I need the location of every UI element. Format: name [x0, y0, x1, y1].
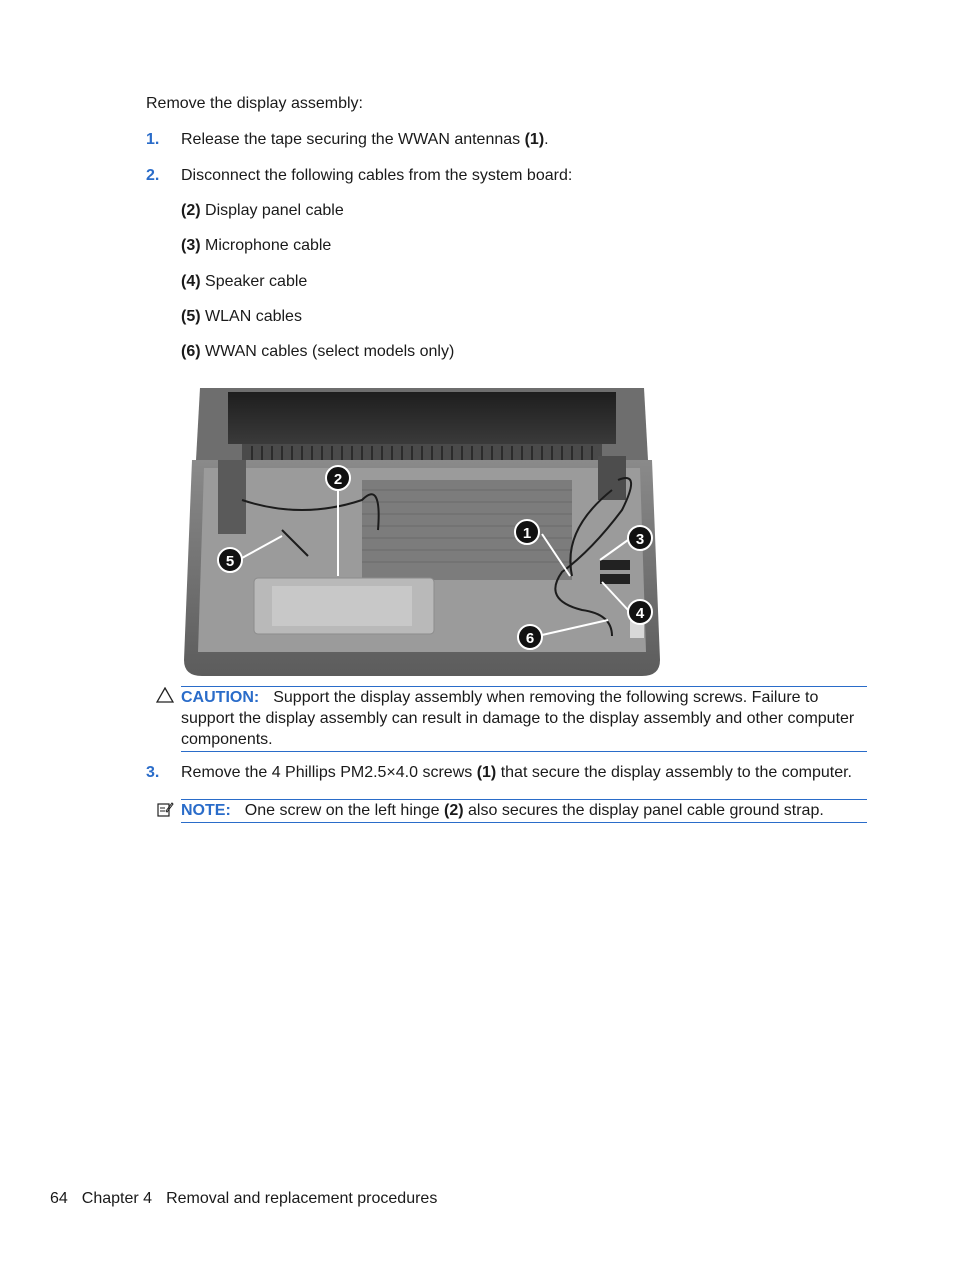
callout-6 [518, 625, 542, 649]
step-number: 1. [146, 131, 160, 148]
chapter-title: Removal and replacement procedures [166, 1190, 438, 1207]
callout-2 [326, 466, 350, 490]
step-number: 2. [146, 167, 160, 184]
callout-1 [515, 520, 539, 544]
note-text: One screw on the left hinge (2) also secures the display panel cable ground strap. [244, 802, 824, 819]
caution-box [181, 686, 867, 752]
display-assembly-photo [182, 380, 662, 678]
callout-3 [628, 526, 652, 550]
page-number: 64 [50, 1190, 68, 1207]
note-box [181, 799, 867, 823]
cable-item: (5) WLAN cables [181, 308, 302, 325]
step-number: 3. [146, 764, 160, 781]
svg-text:5: 5 [225, 553, 235, 570]
cable-item: (3) Microphone cable [181, 237, 332, 254]
page-footer [50, 1190, 451, 1208]
note-pencil-icon [156, 800, 174, 818]
step-text: Disconnect the following cables from the system board: [181, 167, 573, 184]
caution-text: Support the display assembly when removing the following screws. Failure to support the display assembly can result in damage to the display assembly and other computer components. [181, 689, 855, 748]
step-text: Remove the 4 Phillips PM2.5×4.0 screws (1) that secure the display assembly to the computer. [181, 764, 852, 781]
svg-text:2: 2 [333, 471, 343, 488]
cable-item: (2) Display panel cable [181, 202, 344, 219]
svg-text:4: 4 [635, 605, 645, 622]
caution-label: CAUTION: [181, 689, 260, 706]
chapter-label: Chapter 4 [81, 1190, 153, 1207]
step-text: Release the tape securing the WWAN antennas (1). [181, 131, 549, 148]
callout-4 [628, 600, 652, 624]
svg-text:1: 1 [522, 525, 532, 542]
cable-item: (6) WWAN cables (select models only) [181, 343, 455, 360]
note-label: NOTE: [181, 802, 231, 819]
svg-text:3: 3 [635, 531, 645, 548]
cable-item: (4) Speaker cable [181, 273, 308, 290]
svg-text:6: 6 [525, 630, 535, 647]
callout-5 [218, 548, 242, 572]
intro-text: Remove the display assembly: [146, 95, 363, 112]
caution-triangle-icon [156, 687, 174, 703]
